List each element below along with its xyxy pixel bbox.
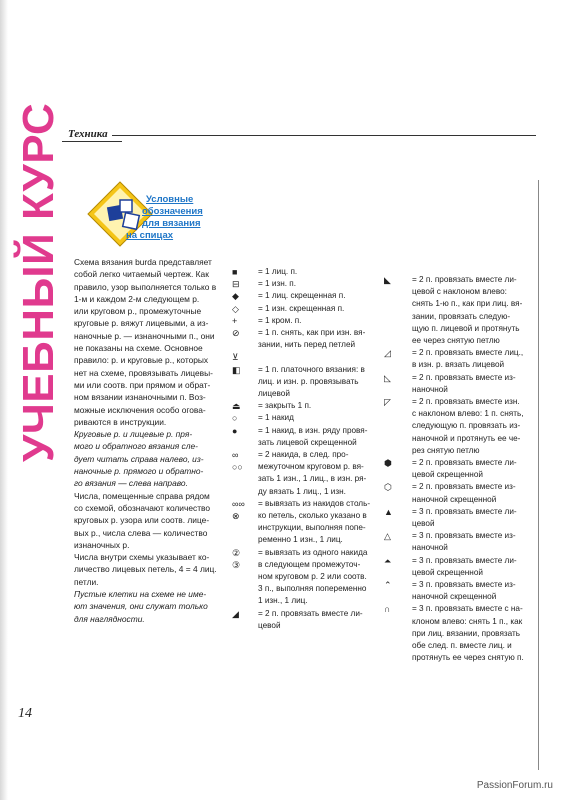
legend-text: инструкции, выполняя попе- — [258, 523, 366, 533]
intro-line: дует читать справа налево, из- — [74, 453, 204, 464]
legend-entry — [232, 425, 387, 449]
legend-text: цевой скрещенной — [412, 567, 483, 577]
intro-line: не показаны на схеме. Основное — [74, 343, 203, 354]
legend-text: = закрыть 1 п. — [258, 401, 312, 411]
legend-entry — [232, 559, 387, 608]
legend-entry — [384, 347, 532, 371]
intro-paragraph — [74, 428, 224, 489]
intro-line: правило, узор выполняется только в — [74, 281, 217, 292]
intro-line: ном вязании изнаночными п. Воз- — [74, 392, 206, 403]
legend-entry — [232, 364, 387, 401]
legend-text: лиц. и изн. р. провязывать — [258, 376, 359, 386]
intro-line: или круговом р., промежуточные — [74, 306, 202, 317]
filled-diamond-icon: ◆ — [232, 291, 239, 302]
legend-text: = 1 накид, в изн. ряду провя- — [258, 425, 368, 435]
legend-entry — [232, 412, 387, 424]
legend-entry — [384, 530, 532, 554]
legend-text: = 3 п. провязать вместе ли- — [412, 506, 517, 516]
legend-text: цевой — [258, 620, 281, 630]
legend-text: следующую п. провязать из- — [412, 421, 521, 431]
empty-diamond-icon: ◇ — [232, 303, 239, 314]
legend-text: обе след. п. вместе лиц. и — [412, 641, 512, 651]
outline-left-triangle-icon: ◺ — [384, 372, 391, 383]
intro-line: риваются в инструкции. — [74, 416, 167, 427]
intro-line: наночные р. прямого и обратно- — [74, 466, 204, 477]
side-title: УЧЕБНЫЙ КУРС — [14, 102, 63, 462]
legend-text: ко петель, сколько указано в — [258, 511, 367, 521]
intro-paragraph — [74, 588, 224, 625]
intro-line: Круговые р. и лицевые р. пря- — [74, 429, 193, 440]
heading-line: для вязания — [142, 218, 201, 229]
intro-line: Числа, помещенные справа рядом — [74, 490, 210, 501]
legend-column-right — [384, 274, 532, 665]
heading-line: на спицах — [126, 230, 174, 241]
legend-text: = 2 п. провязать вместе из- — [412, 372, 516, 382]
legend-entry — [232, 400, 387, 412]
legend-text: = 1 кром. п. — [258, 315, 302, 325]
minus-box-icon: ⊟ — [232, 279, 240, 290]
legend-entry — [384, 274, 532, 347]
legend-text: = 3 п. провязать вместе с на- — [412, 604, 523, 614]
legend-entry — [384, 506, 532, 530]
legend-entry — [384, 457, 532, 481]
legend-entry — [232, 315, 387, 327]
legend-text: 3 п., выполняя попеременно — [258, 584, 367, 594]
intro-line: собой легко читаемый чертеж. Как — [74, 269, 209, 280]
legend-text: ременно 1 изн., 1 лиц. — [258, 535, 343, 545]
legend-text: с наклоном влево: 1 п. снять, — [412, 409, 524, 419]
page-number: 14 — [18, 706, 32, 721]
intro-line: правило: р. и круговые р., которых — [74, 355, 209, 366]
legend-entry — [232, 510, 387, 547]
legend-text: снять 1-ю п., как при лиц. вя- — [412, 299, 523, 309]
legend-text: = 3 п. провязать вместе ли- — [412, 555, 517, 565]
arch-icon: ∩ — [384, 604, 391, 615]
legend-entry — [384, 481, 532, 505]
intro-line: ют значения, они служат только — [74, 601, 208, 612]
section-divider — [112, 135, 536, 136]
legend-text: ее через снятую петлю — [412, 336, 500, 346]
legend-text: рез снятую петлю — [412, 445, 480, 455]
intro-line: круговых р. узора или соотв. лице- — [74, 515, 210, 526]
legend-text: = вывязать из накидов столь- — [258, 498, 371, 508]
legend-text: зании, нить перед петлей — [258, 340, 356, 350]
intro-paragraph — [74, 256, 224, 428]
empty-circle-icon: ○ — [232, 413, 238, 424]
plus-icon: + — [232, 315, 238, 326]
legend-text: ном круговом р. 2 или соотв. — [258, 572, 367, 582]
intro-paragraph — [74, 551, 224, 588]
legend-entry — [232, 303, 387, 315]
filled-circle-icon: ● — [232, 425, 238, 436]
legend-entry — [384, 555, 532, 579]
legend-text: = 2 п. провязать вместе ли- — [412, 275, 517, 284]
intro-line: Числа внутри схемы указывает ко- — [74, 552, 210, 563]
legend-text: цевой с наклоном влево: — [412, 287, 507, 297]
intro-line: круговые р. вяжут лицевыми, а из- — [74, 318, 209, 329]
mirror-triangle-icon: ◸ — [384, 397, 391, 408]
intro-line: 1-м и каждом 2-м следующем р. — [74, 293, 200, 304]
legend-text: наночной скрещенной — [412, 494, 497, 504]
legend-text: = 1 изн. п. — [258, 279, 296, 289]
intro-line: петли. — [74, 576, 99, 587]
legend-text: = 3 п. провязать вместе из- — [412, 580, 516, 590]
intro-paragraph — [74, 490, 224, 551]
legend-text: наночной — [412, 543, 448, 553]
double-loop-icon: ∞ — [232, 450, 239, 461]
legend-spacer — [258, 351, 387, 363]
circled-three-icon: ③ — [232, 559, 241, 570]
filled-triangle-icon: ▲ — [384, 506, 393, 517]
filled-right-triangle-icon: ◢ — [232, 608, 239, 619]
legend-text: = 1 лиц. скрещенная п. — [258, 291, 346, 301]
legend-text: лицевой — [258, 389, 290, 399]
legend-text: = 3 п. провязать вместе из- — [412, 531, 516, 541]
legend-text: = 2 накида, в след. про- — [258, 450, 349, 460]
intro-text — [74, 256, 224, 625]
legend-text: = 1 п. платочного вязания: в — [258, 364, 365, 374]
outline-triangle-icon: △ — [384, 531, 391, 542]
intro-line: наночные р. — изнаночными п., они — [74, 330, 215, 341]
intro-line: нет на схеме, провязывать лицевы- — [74, 367, 213, 378]
right-rule — [538, 180, 539, 770]
legend-heading — [126, 194, 236, 242]
watermark: PassionForum.ru — [476, 780, 553, 791]
legend-text: = 1 лиц. п. — [258, 267, 298, 276]
heading-line: Условные — [146, 194, 194, 205]
legend-text: в следующем промежуточ- — [258, 559, 361, 569]
legend-text: = 2 п. провязать вместе изн. — [412, 397, 520, 407]
circled-x-icon: ⊗ — [232, 511, 240, 522]
legend-entry — [384, 579, 532, 603]
slashed-box-icon: ⊘ — [232, 328, 240, 339]
intro-line: вых р., числа слева — количество — [74, 527, 208, 538]
filled-square-icon: ■ — [232, 267, 238, 277]
intro-line: Схема вязания burda представляет — [74, 257, 212, 267]
circled-two-icon: ② — [232, 547, 241, 558]
intro-line: Пустые клетки на схеме не име- — [74, 589, 207, 600]
intro-line: можные исключения особо огова- — [74, 404, 206, 415]
legend-text: в изн. р. вязать лицевой — [412, 360, 505, 370]
section-label: Техника — [68, 128, 108, 140]
left-triangle-icon: ◣ — [384, 275, 391, 285]
legend-text: межуточном круговом р. вя- — [258, 462, 364, 472]
page-fold-shadow — [0, 0, 8, 800]
legend-text: = вывязать из одного накида — [258, 547, 368, 557]
legend-entry — [232, 351, 387, 363]
legend-text: цевой — [412, 519, 435, 529]
filled-hexagon-icon: ⬢ — [384, 458, 392, 469]
intro-line: ми или соотв. при прямом и обрат- — [74, 379, 211, 390]
legend-entry — [232, 327, 387, 351]
legend-text: = 2 п. провязать вместе из- — [412, 482, 516, 492]
outline-chevron-icon: ⌃ — [384, 580, 392, 591]
intro-line: для наглядности. — [74, 613, 145, 624]
intro-line: го вязания — слева направо. — [74, 478, 188, 489]
legend-text: = 1 накид — [258, 413, 294, 423]
legend-text: 1 изн., 1 лиц. — [258, 596, 308, 606]
legend-text: наночной скрещенной — [412, 592, 497, 602]
heading-line: обозначения — [142, 206, 203, 217]
legend-entry — [232, 449, 387, 461]
half-box-icon: ◧ — [232, 364, 241, 375]
legend-text: = 2 п. провязать вместе ли- — [258, 608, 363, 618]
section-underline — [62, 141, 122, 142]
legend-text: = 1 п. снять, как при изн. вя- — [258, 328, 366, 338]
legend-entry — [232, 498, 387, 510]
legend-text: = 2 п. провязать вместе ли- — [412, 458, 517, 468]
check-underline-icon: ⊻ — [232, 352, 239, 363]
legend-text: клоном влево: снять 1 п., как — [412, 616, 523, 626]
legend-text: = 1 изн. скрещенная п. — [258, 303, 345, 313]
triple-loop-icon: ∞∞ — [232, 498, 245, 509]
legend-entry — [232, 278, 387, 290]
legend-column-left — [232, 266, 387, 632]
legend-text: щую п. лицевой и протянуть — [412, 323, 520, 333]
legend-text: наночной и протянуть ее че- — [412, 433, 521, 443]
intro-line: со схемой, обозначают количество — [74, 502, 211, 513]
legend-text: цевой скрещенной — [412, 470, 483, 480]
legend-text: наночной — [412, 384, 448, 394]
legend-entry — [384, 396, 532, 457]
legend-entry — [232, 461, 387, 498]
legend-text: зании, провязать следую- — [412, 311, 511, 321]
intro-line: личество лицевых петель, 4 = 4 лиц. — [74, 564, 217, 575]
legend-entry — [384, 372, 532, 396]
legend-text: зать 1 изн., 1 лиц., в изн. ря- — [258, 474, 367, 484]
legend-entry — [232, 290, 387, 302]
legend-text: протянуть ее через снятую п. — [412, 653, 524, 663]
legend-text: ду вязать 1 лиц., 1 изн. — [258, 486, 346, 496]
outline-hexagon-icon: ⬡ — [384, 482, 392, 493]
double-circle-icon: ○○ — [232, 462, 243, 473]
legend-text: при лиц. вязании, провязать — [412, 628, 521, 638]
legend-entry — [232, 266, 387, 278]
intro-line: мого и обратного вязания сле- — [74, 441, 198, 452]
legend-text: = 2 п. провязать вместе лиц., — [412, 348, 524, 358]
outline-right-triangle-icon: ◿ — [384, 348, 391, 359]
intro-line: изнаночных р. — [74, 539, 130, 550]
bind-off-icon: ⏏ — [232, 401, 241, 412]
legend-entry — [384, 603, 532, 664]
filled-chevron-icon: ⏶ — [384, 555, 392, 566]
legend-text: зать лицевой скрещенной — [258, 437, 357, 447]
legend-entry — [232, 608, 387, 632]
legend-entry — [232, 547, 387, 559]
